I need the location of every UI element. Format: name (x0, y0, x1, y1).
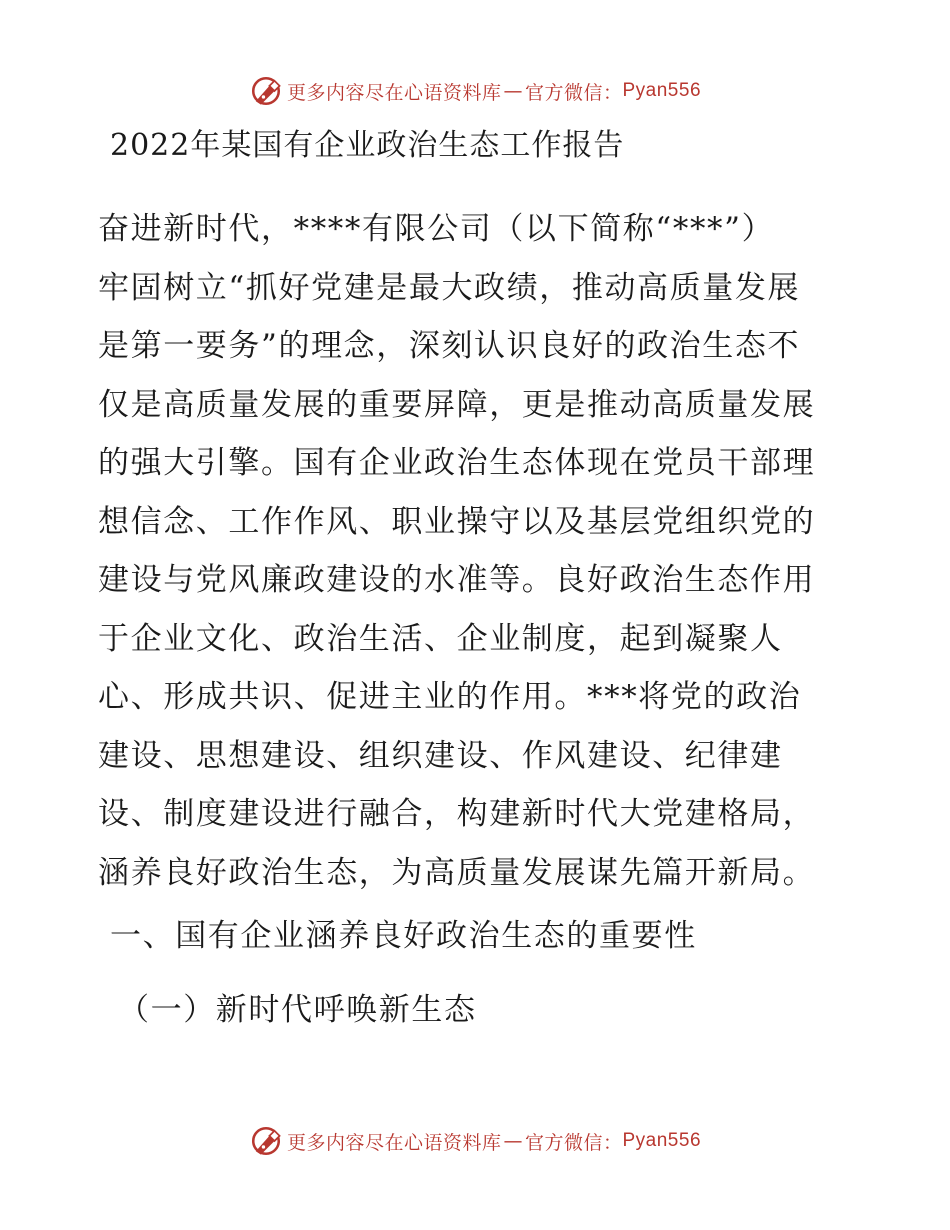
paragraph-line: 是第一要务”的理念，深刻认识良好的政治生态不 (98, 328, 801, 364)
banner-wechat-id: Pyan556 (622, 80, 702, 101)
paragraph-line: 心、形成共识、促进主业的作用。***将党的政治 (98, 679, 802, 715)
body-paragraph (98, 200, 858, 902)
paragraph-line: 建设与党风廉政建设的水准等。良好政治生态作用 (98, 562, 816, 598)
banner-site-text: 更多内容尽在心语资料库 (286, 81, 502, 104)
banner-separator: — (503, 1130, 523, 1152)
footer-banner (0, 1122, 950, 1160)
banner-site-text: 更多内容尽在心语资料库 (286, 1131, 502, 1154)
banner-separator: — (503, 80, 523, 102)
paragraph-line: 仅是高质量发展的重要屏障，更是推动高质量发展 (98, 386, 816, 423)
paragraph-line: 建设、思想建设、组织建设、作风建设、纪律建 (98, 737, 783, 774)
paragraph-line: 的强大引擎。国有企业政治生态体现在党员干部理 (98, 445, 816, 481)
paragraph-line: 设、制度建设进行融合，构建新时代大党建格局， (98, 796, 816, 832)
paragraph-line: 奋进新时代，****有限公司（以下简称“***”） (98, 211, 775, 247)
document-title: 2022年某国有企业政治生态工作报告 (110, 128, 625, 163)
paragraph-line: 于企业文化、政治生活、企业制度，起到凝聚人 (98, 620, 783, 657)
section-heading: 一、国有企业涵养良好政治生态的重要性 (110, 918, 697, 954)
header-banner (0, 72, 950, 110)
paragraph-line: 想信念、工作作风、职业操守以及基层党组织党的 (98, 503, 816, 540)
banner-wechat-id: Pyan556 (622, 1130, 702, 1151)
subsection-heading: （一）新时代呼唤新生态 (118, 992, 477, 1028)
banner-wechat-label: 官方微信： (524, 81, 623, 104)
paragraph-line: 牢固树立“抓好党建是最大政绩，推动高质量发展 (98, 269, 801, 306)
paragraph-line: 涵养良好政治生态，为高质量发展谋先篇开新局。 (98, 854, 816, 891)
pen-nib-logo-icon (249, 74, 283, 108)
pen-nib-logo-icon (249, 1124, 283, 1158)
banner-wechat-label: 官方微信： (524, 1131, 623, 1154)
